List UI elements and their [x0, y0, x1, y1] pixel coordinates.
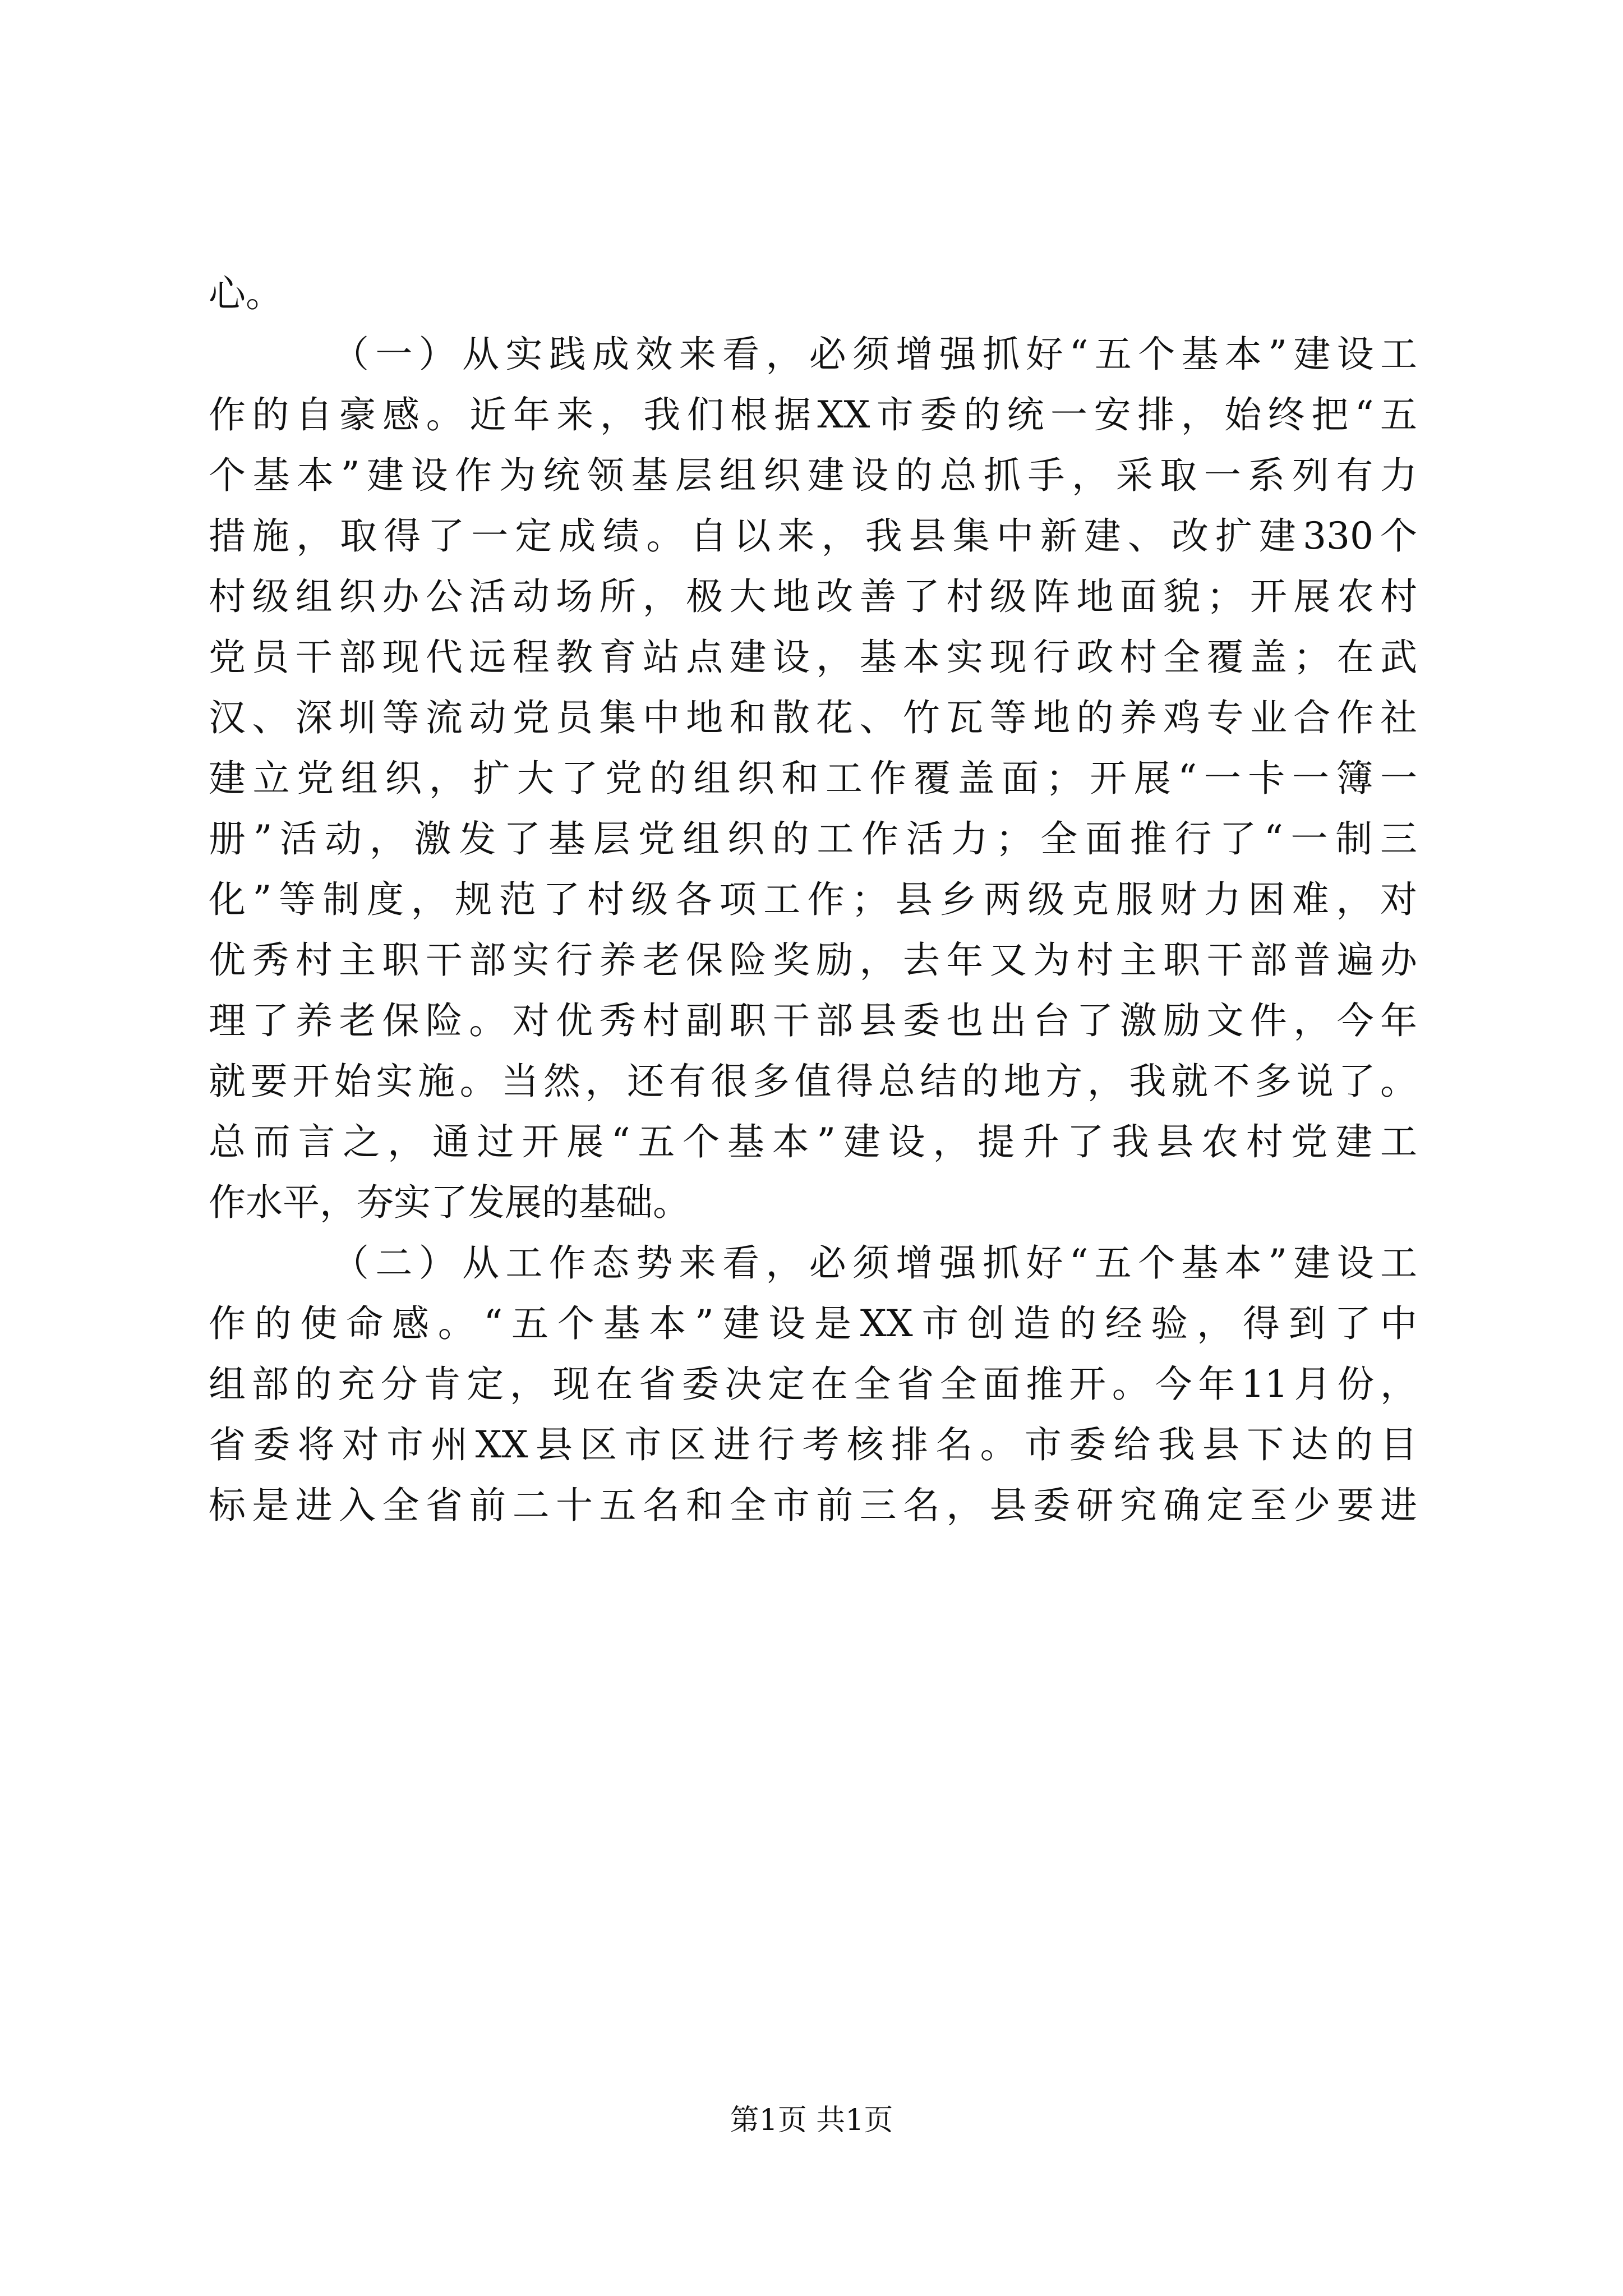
text-line: 党员干部现代远程教育站点建设，基本实现行政村全覆盖；在武	[209, 636, 1417, 679]
text-line: 作的自豪感。近年来，我们根据XX市委的统一安排，始终把“五	[209, 393, 1417, 436]
text-line: 心。	[209, 272, 283, 315]
text-line: 化”等制度，规范了村级各项工作；县乡两级克服财力困难，对	[209, 878, 1417, 921]
text-line: 作水平，夯实了发展的基础。	[209, 1181, 690, 1224]
text-line: 个基本”建设作为统领基层组织建设的总抓手，采取一系列有力	[209, 454, 1417, 497]
text-line: 省委将对市州XX县区市区进行考核排名。市委给我县下达的目	[209, 1423, 1417, 1466]
text-line: 册”活动，激发了基层党组织的工作活力；全面推行了“一制三	[209, 817, 1417, 861]
page-number-label: 第1页 共1页	[730, 2104, 893, 2137]
text-line: 措施，取得了一定成绩。自以来，我县集中新建、改扩建330个	[209, 514, 1417, 558]
text-line: 优秀村主职干部实行养老保险奖励，去年又为村主职干部普遍办	[209, 938, 1417, 982]
text-line: 作的使命感。“五个基本”建设是XX市创造的经验，得到了中	[209, 1302, 1417, 1345]
text-line: 组部的充分肯定，现在省委决定在全省全面推开。今年11月份，	[209, 1363, 1417, 1406]
text-line: 总而言之，通过开展“五个基本”建设，提升了我县农村党建工	[209, 1120, 1417, 1163]
text-line: 标是进入全省前二十五名和全市前三名，县委研究确定至少要进	[209, 1484, 1417, 1527]
text-line: 村级组织办公活动场所，极大地改善了村级阵地面貌；开展农村	[209, 575, 1417, 618]
paragraph-first-line: （一）从实践成效来看，必须增强抓好“五个基本”建设工	[332, 333, 1417, 376]
text-line: 汉、深圳等流动党员集中地和散花、竹瓦等地的养鸡专业合作社	[209, 696, 1417, 739]
text-line: 理了养老保险。对优秀村副职干部县委也出台了激励文件，今年	[209, 999, 1417, 1042]
document-body	[209, 264, 1417, 1536]
page-footer	[0, 2102, 1623, 2138]
text-line: 就要开始实施。当然，还有很多值得总结的地方，我就不多说了。	[209, 1060, 1417, 1103]
text-line: 建立党组织，扩大了党的组织和工作覆盖面；开展“一卡一簿一	[209, 757, 1417, 800]
paragraph-first-line: （二）从工作态势来看，必须增强抓好“五个基本”建设工	[332, 1241, 1417, 1285]
